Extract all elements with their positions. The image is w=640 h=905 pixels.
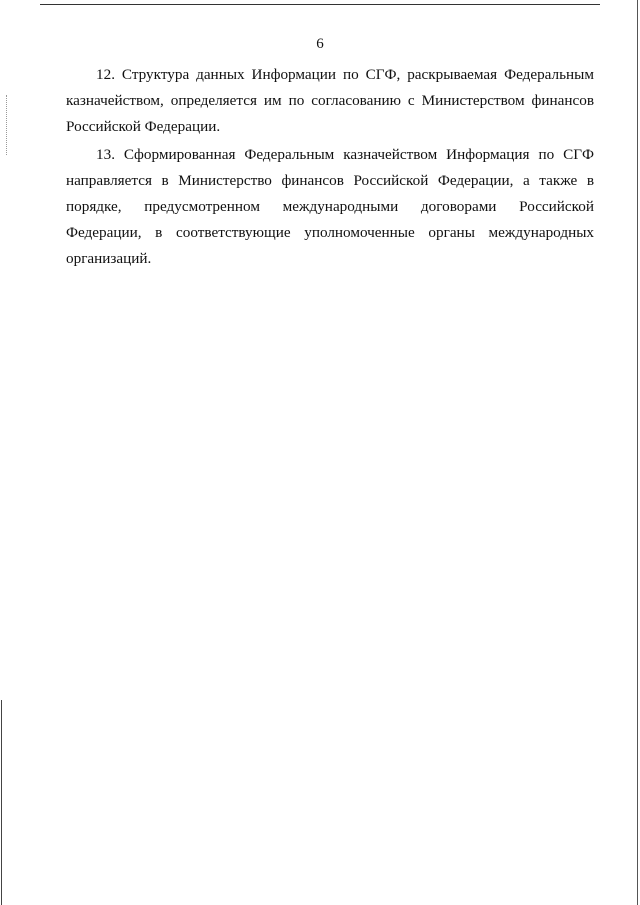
scan-edge-right: [637, 0, 638, 905]
document-body: [66, 62, 594, 274]
paragraph-13: 13. Сформированная Федеральным казначейством Информация по СГФ направляется в Министерство финансов Российской Федерации, а также в порядке, предусмотренном международными договорами Российской Федерации, в соответствующие уполномоченные органы международных организаций.: [66, 146, 594, 267]
scan-margin-dots: [6, 95, 8, 155]
page-number: 6: [316, 36, 324, 52]
scan-edge-top: [40, 4, 600, 5]
paragraph-12: 12. Структура данных Информации по СГФ, раскрываемая Федеральным казначейством, определяется им по согласованию с Министерством финансов Российской Федерации.: [66, 66, 594, 135]
scan-edge-left: [1, 700, 2, 905]
